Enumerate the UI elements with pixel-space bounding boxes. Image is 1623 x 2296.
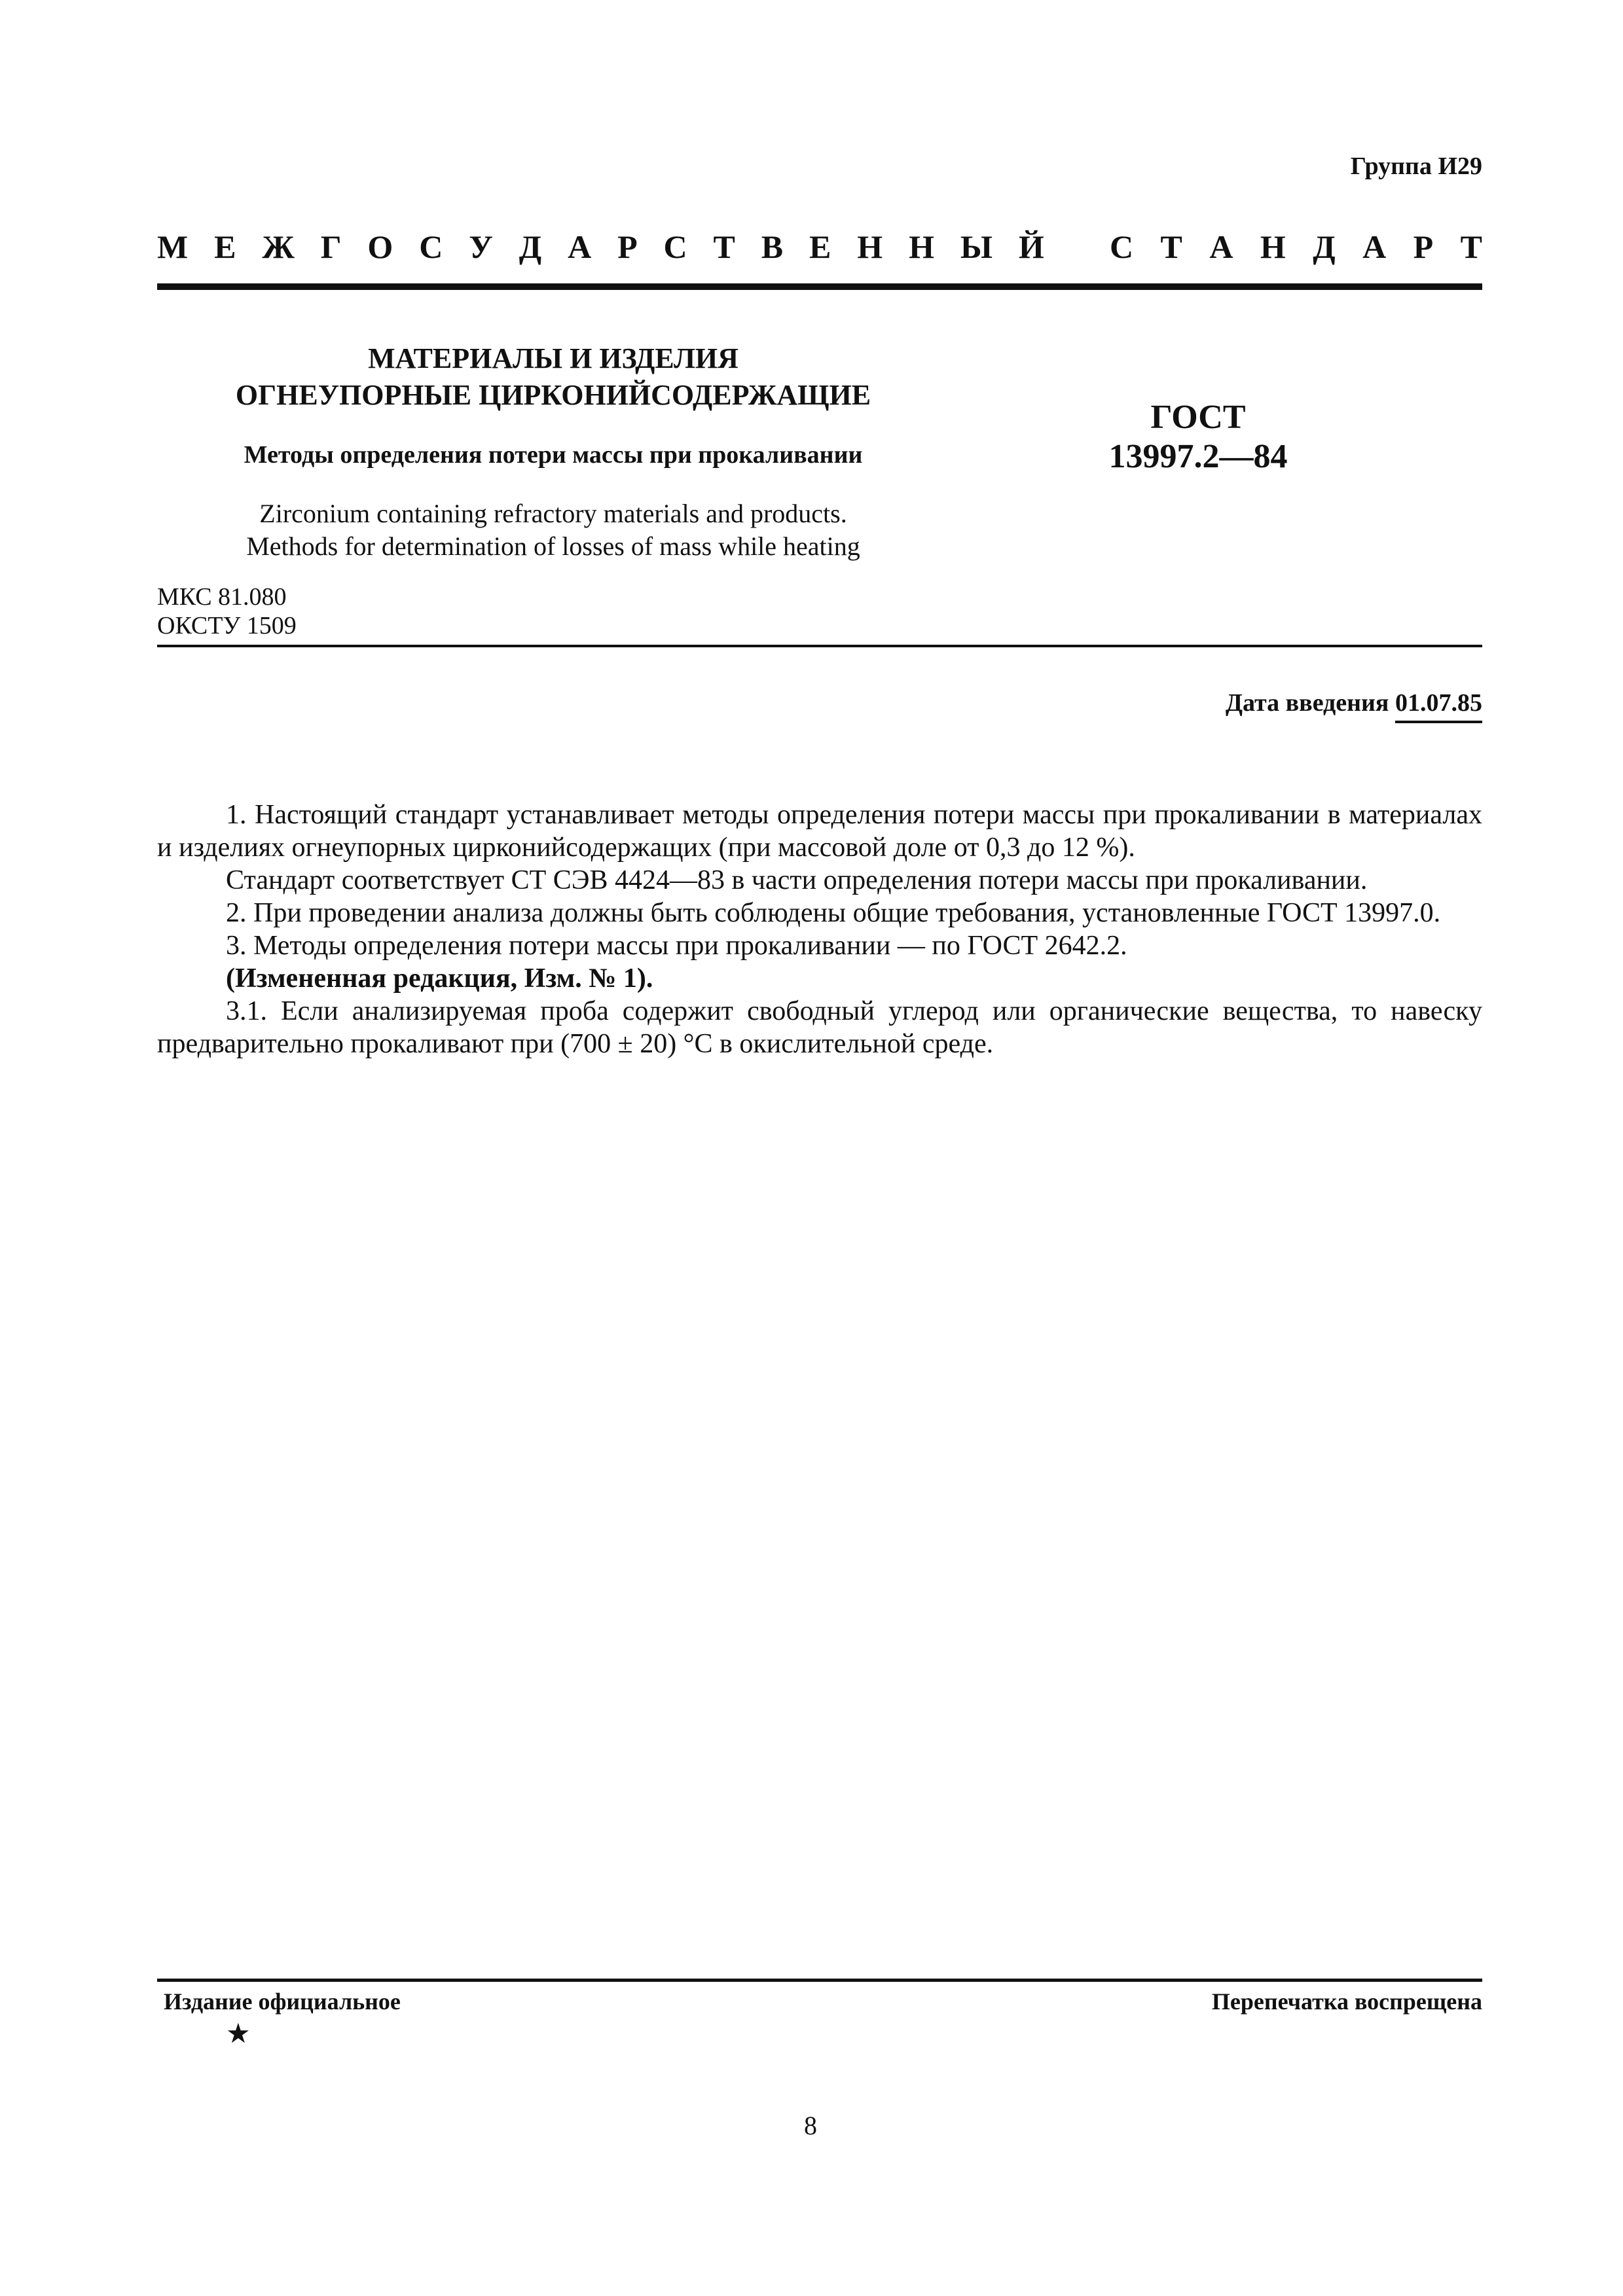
gost-designation: [1100, 398, 1296, 476]
mks-code: МКС 81.080: [157, 583, 287, 611]
paragraph-5: 3.1. Если анализируемая проба содержит свободный углерод или органические вещества, то навеску предварительно прокаливают при (700 ± 20) °С в окислительной среде.: [157, 996, 1482, 1059]
date-value: 01.07.85: [1395, 689, 1482, 723]
paragraph-2: Стандарт соответствует СТ СЭВ 4424—83 в части определения потери массы при прокаливании.: [226, 865, 1368, 895]
gost-label: ГОСТ: [1150, 399, 1246, 436]
english-title-line-2: Methods for determination of losses of mass while heating: [246, 531, 860, 561]
title-line-1: МАТЕРИАЛЫ И ИЗДЕЛИЯ: [368, 342, 739, 374]
interstate-word: М Е Ж Г О С У Д А Р С Т В Е Н Н Ы Й: [157, 228, 1044, 265]
paragraph-1: 1. Настоящий стандарт устанавливает методы определения потери массы при прокаливании в материалах и изделиях огнеупорных цирконийсодержащих (при массовой доле от 0,3 до 12 %).: [157, 800, 1482, 863]
paragraph-3: 2. При проведении анализа должны быть соблюдены общие требования, установленные ГОСТ 13997.0.: [226, 898, 1441, 928]
title-block: [157, 340, 949, 563]
gost-number: 13997.2—84: [1108, 438, 1288, 475]
official-edition-label: Издание официальное: [164, 1988, 401, 2015]
body-text: [157, 798, 1482, 1060]
interstate-standard-heading: [157, 228, 1482, 267]
english-title-line-1: Zirconium containing refractory materials and products.: [259, 499, 847, 528]
paragraph-4: 3. Методы определения потери массы при прокаливании — по ГОСТ 2642.2.: [226, 931, 1127, 961]
date-label: Дата введения: [1225, 689, 1389, 717]
middle-rule: [157, 645, 1482, 647]
top-thick-rule: [157, 283, 1482, 290]
subtitle: Методы определения потери массы при прокаливании: [244, 441, 863, 469]
amendment-note: (Измененная редакция, Изм. № 1).: [226, 963, 653, 994]
standard-word: С Т А Н Д А Р Т: [1110, 228, 1482, 265]
classification-codes: [157, 583, 297, 640]
star-icon: ★: [226, 2019, 251, 2049]
group-code: Группа И29: [1350, 152, 1482, 180]
okstu-code: ОКСТУ 1509: [157, 612, 297, 639]
footer-rule: [157, 1979, 1482, 1982]
title-line-2: ОГНЕУПОРНЫЕ ЦИРКОНИЙСОДЕРЖАЩИЕ: [235, 379, 871, 411]
reprint-prohibited-label: Перепечатка воспрещена: [1211, 1988, 1482, 2015]
page-number: 8: [804, 2111, 817, 2140]
introduction-date: [1226, 689, 1482, 717]
